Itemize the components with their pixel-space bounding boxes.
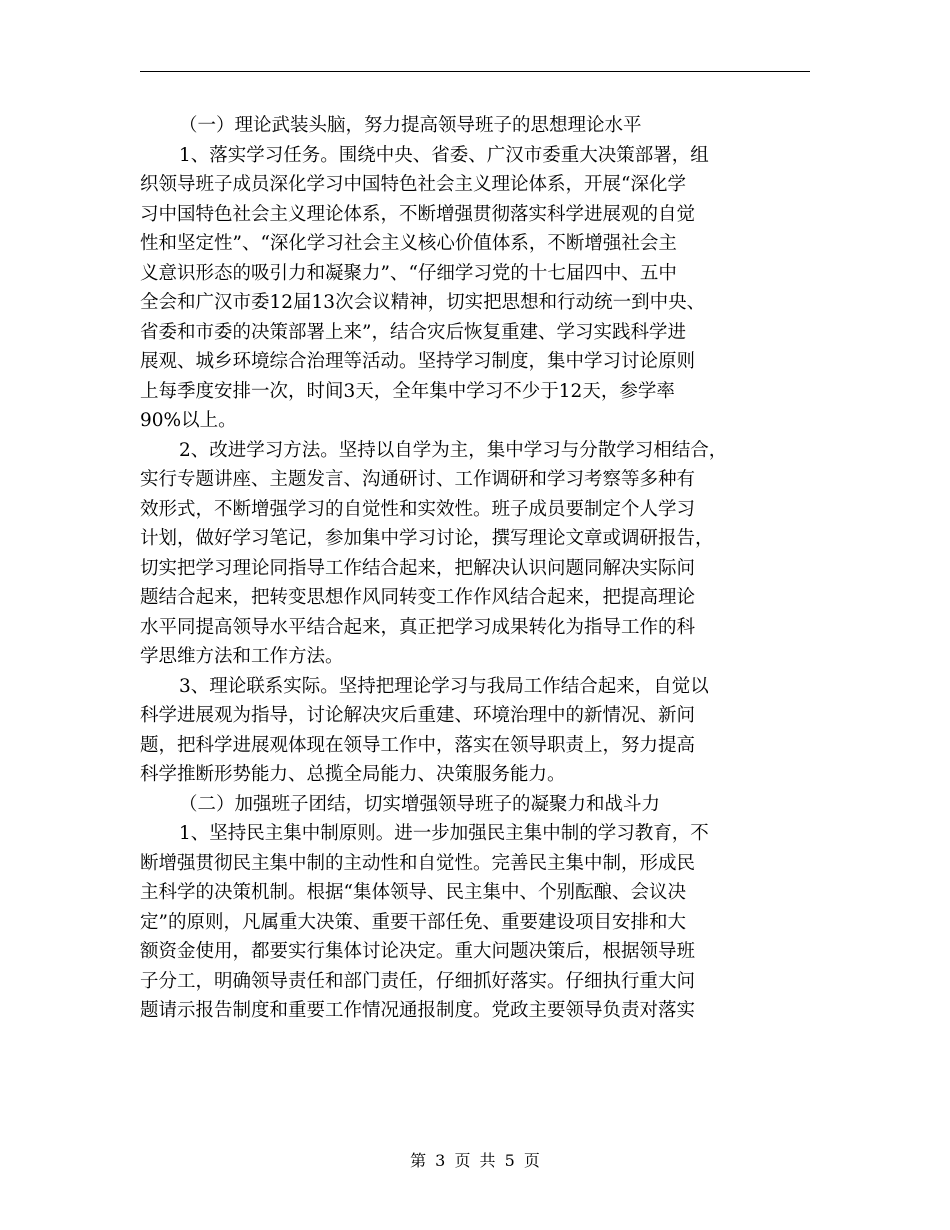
text-line: 1、落实学习任务。围绕中央、省委、广汉市委重大决策部署，组: [179, 144, 709, 166]
text-line: 上每季度安排一次，时间3天，全年集中学习不少于12天，参学率: [140, 380, 675, 402]
header-rule: [140, 71, 810, 72]
text-line: 织领导班子成员深化学习中国特色社会主义理论体系，开展“深化学: [140, 174, 686, 195]
text-line: 习中国特色社会主义理论体系，不断增强贯彻落实科学进展观的自觉: [140, 203, 696, 225]
text-line: 断增强贯彻民主集中制的主动性和自觉性。完善民主集中制，形成民: [140, 852, 696, 874]
text-line: 水平同提高领导水平结合起来，真正把学习成果转化为指导工作的科: [140, 616, 696, 638]
document-body: [140, 111, 830, 1026]
text-line: 全会和广汉市委12届13次会议精神，切实把思想和行动统一到中央、: [140, 292, 706, 313]
text-line: 额资金使用，都要实行集体讨论决定。重大问题决策后，根据领导班: [140, 941, 696, 962]
text-line: 科学推断形势能力、总揽全局能力、决策服务能力。: [140, 764, 566, 785]
text-line: 主科学的决策机制。根据“集体领导、民主集中、个别酝酿、会议决: [140, 882, 686, 903]
text-line: 实行专题讲座、主题发言、沟通研讨、工作调研和学习考察等多种有: [140, 469, 696, 490]
text-line: 题结合起来，把转变思想作风同转变工作作风结合起来，把提高理论: [140, 587, 696, 608]
text-line: 效形式，不断增强学习的自觉性和实效性。班子成员要制定个人学习: [140, 498, 696, 520]
text-line: 子分工，明确领导责任和部门责任，仔细抓好落实。仔细执行重大问: [140, 970, 696, 992]
text-line: 切实把学习理论同指导工作结合起来，把解决认识问题同解决实际问: [140, 557, 696, 579]
text-line: 定”的原则，凡属重大决策、重要干部任免、重要建设项目安排和大: [140, 911, 686, 933]
text-line: （二）加强班子团结，切实增强领导班子的凝聚力和战斗力: [179, 793, 661, 815]
text-line: 1、坚持民主集中制原则。进一步加强民主集中制的学习教育，不: [179, 823, 709, 844]
text-line: 展观、城乡环境综合治理等活动。坚持学习制度，集中学习讨论原则: [140, 351, 696, 372]
text-line: 性和坚定性”、“深化学习社会主义核心价值体系，不断增强社会主: [140, 233, 677, 254]
text-line: （一）理论武装头脑，努力提高领导班子的思想理论水平: [179, 115, 642, 136]
text-line: 省委和市委的决策部署上来”，结合灾后恢复重建、学习实践科学进: [140, 321, 686, 343]
page-footer: 第 3 页 共 5 页: [410, 1151, 540, 1170]
text-line: 90%以上。: [140, 410, 237, 431]
text-line: 计划，做好学习笔记，参加集中学习讨论，撰写理论文章或调研报告，: [140, 528, 714, 549]
text-line: 义意识形态的吸引力和凝聚力”、“仔细学习党的十七届四中、五中: [140, 262, 677, 284]
text-line: 科学进展观为指导，讨论解决灾后重建、环境治理中的新情况、新问: [140, 705, 696, 726]
text-line: 学思维方法和工作方法。: [140, 646, 344, 667]
text-line: 3、理论联系实际。坚持把理论学习与我局工作结合起来，自觉以: [179, 675, 709, 697]
text-line: 题请示报告制度和重要工作情况通报制度。党政主要领导负责对落实: [140, 1000, 696, 1021]
text-line: 2、改进学习方法。坚持以自学为主，集中学习与分散学习相结合，: [179, 439, 728, 461]
text-line: 题，把科学进展观体现在领导工作中，落实在领导职责上，努力提高: [140, 734, 696, 756]
